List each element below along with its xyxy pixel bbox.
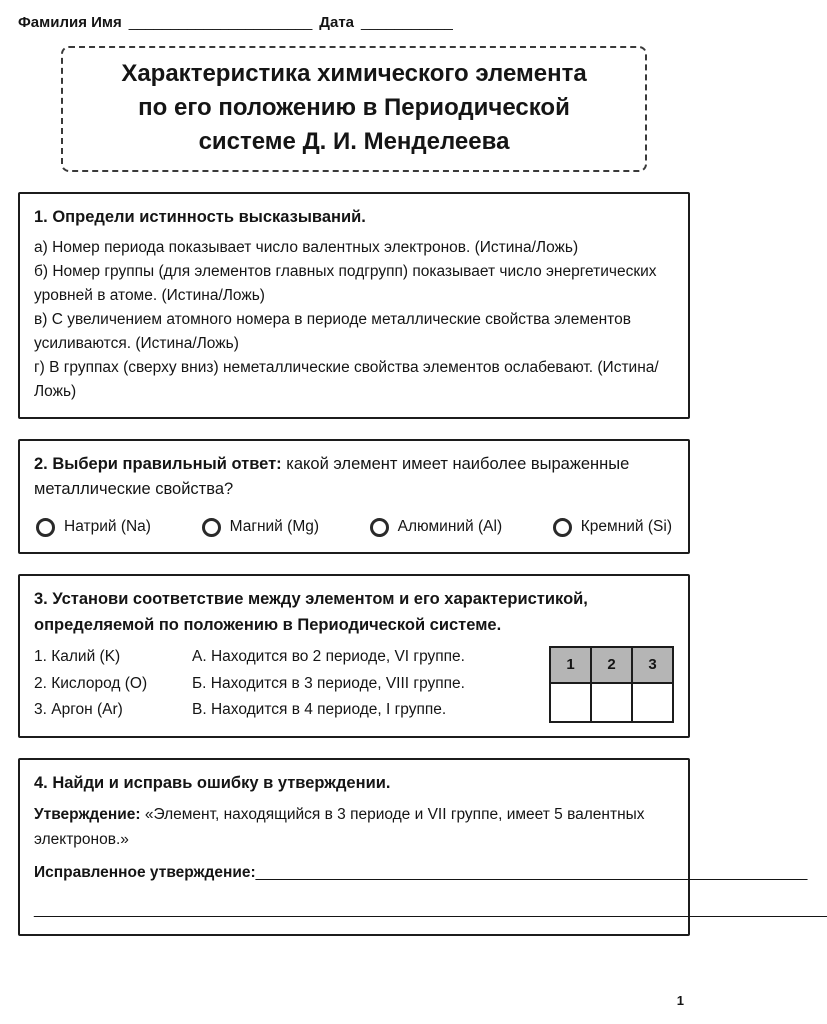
elements-column	[34, 644, 192, 723]
section-3-heading: 3. Установи соответствие между элементом и его характеристикой, определяемой по положению в Периодической системе.	[34, 590, 588, 634]
statement-g: г) В группах (сверху вниз) неметаллические свойства элементов ослабевают. (Истина/Ложь)	[34, 358, 659, 400]
name-blank-field[interactable]: ______________________	[128, 14, 313, 31]
answer-table-input-row	[550, 683, 673, 722]
date-label: Дата	[319, 14, 355, 31]
statement-text: «Элемент, находящийся в 3 периоде и VII группе, имеет 5 валентных электронов.»	[34, 805, 645, 849]
answer-table-header-row	[550, 647, 673, 683]
statement-v: в) С увеличением атомного номера в периоде металлические свойства элементов усиливаются. (Истина/Ложь)	[34, 310, 631, 352]
answer-table-header: 3	[632, 647, 673, 683]
name-label: Фамилия Имя	[18, 14, 122, 31]
section-4-fix-error	[18, 758, 827, 935]
section-2-heading-rest: какой элемент имеет наиболее выраженные металлические свойства?	[34, 454, 630, 499]
section-2-heading	[34, 452, 674, 503]
answer-table-header: 2	[591, 647, 632, 683]
answer-table	[549, 646, 674, 723]
corrected-answer-blank-2[interactable]: ____________________________________________________________________________________________	[34, 900, 827, 918]
element-2: 2. Кислород (O)	[34, 674, 148, 692]
option-label: Кремний (Si)	[580, 518, 672, 536]
section-1-true-false	[18, 192, 690, 419]
corrected-statement-line	[34, 861, 808, 885]
name-date-header	[18, 14, 690, 31]
corrected-label: Исправленное утверждение:	[34, 863, 256, 881]
statement-b: б) Номер группы (для элементов главных подгрупп) показывает число энергетических уровней в атоме. (Истина/Ложь)	[34, 262, 657, 304]
option-aluminium[interactable]	[370, 515, 502, 539]
radio-button-icon[interactable]	[36, 518, 55, 537]
corrected-answer-blank-1[interactable]: ________________________________________________________________	[255, 863, 808, 881]
option-label: Магний (Mg)	[229, 518, 320, 536]
section-2-multiple-choice	[18, 439, 690, 554]
statement-label: Утверждение:	[34, 805, 141, 823]
title-line-1: Характеристика химического элемента	[121, 60, 587, 87]
option-silicium[interactable]	[553, 515, 672, 539]
radio-button-icon[interactable]	[202, 518, 221, 537]
answer-cell-3[interactable]	[632, 683, 673, 722]
section-1-heading: 1. Определи истинность высказываний.	[34, 208, 366, 227]
matching-area	[34, 644, 674, 723]
page-number: 1	[676, 993, 684, 1008]
statement-paragraph	[34, 802, 674, 853]
answer-cell-2[interactable]	[591, 683, 632, 722]
description-b: Б. Находится в 3 периоде, VIII группе.	[192, 674, 465, 692]
title-line-3: системе Д. И. Менделеева	[198, 128, 510, 156]
options-row	[34, 515, 674, 539]
answer-table-wrap	[522, 644, 674, 723]
section-3-matching	[18, 574, 690, 738]
date-blank-field[interactable]: ___________	[361, 14, 453, 31]
description-a: А. Находится во 2 периоде, VI группе.	[192, 648, 465, 666]
element-3: 3. Аргон (Ar)	[34, 700, 123, 718]
statement-a: а) Номер периода показывает число валентных электронов. (Истина/Ложь)	[34, 238, 579, 256]
description-v: В. Находится в 4 периоде, I группе.	[192, 700, 447, 718]
answer-cell-1[interactable]	[550, 683, 591, 722]
radio-button-icon[interactable]	[553, 518, 572, 537]
worksheet-title-box	[61, 46, 647, 172]
section-4-heading: 4. Найди и исправь ошибку в утверждении.	[34, 774, 391, 793]
element-1: 1. Калий (K)	[34, 648, 121, 666]
radio-button-icon[interactable]	[370, 518, 389, 537]
option-label: Алюминий (Al)	[397, 518, 503, 536]
section-2-heading-bold: 2. Выбери правильный ответ:	[34, 454, 282, 473]
option-natrium[interactable]	[36, 515, 151, 539]
title-line-2: по его положению в Периодической	[138, 94, 570, 122]
descriptions-column	[192, 644, 522, 723]
option-magnesium[interactable]	[202, 515, 319, 539]
answer-table-header: 1	[550, 647, 591, 683]
option-label: Натрий (Na)	[64, 518, 151, 536]
